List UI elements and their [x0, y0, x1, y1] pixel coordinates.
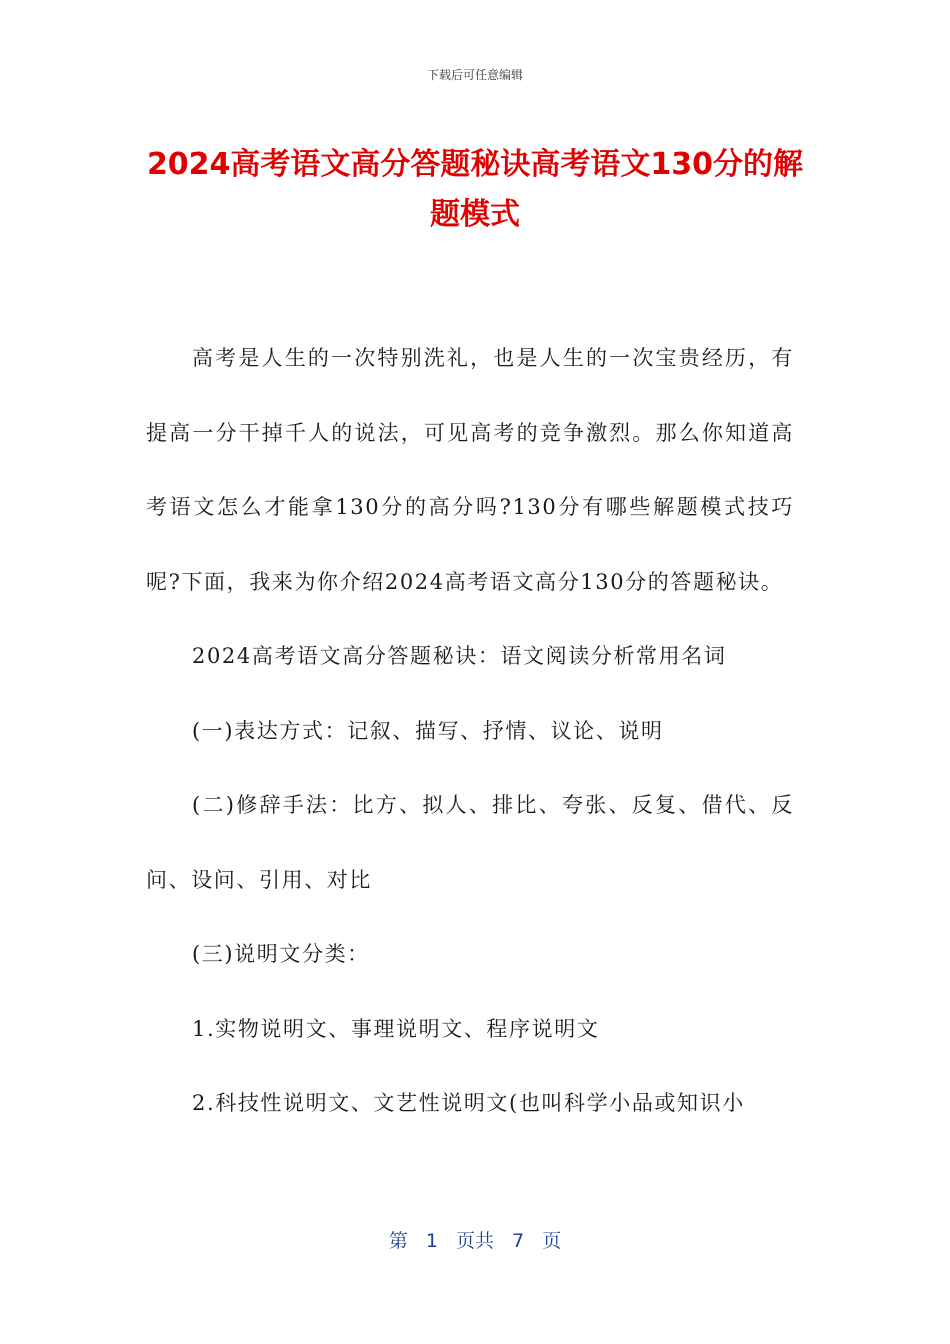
paragraph-section-heading: 2024高考语文高分答题秘诀：语文阅读分析常用名词 — [192, 644, 727, 668]
list-item-1: 1.实物说明文、事理说明文、程序说明文 — [192, 1016, 600, 1041]
document-body — [146, 321, 794, 1141]
page-label-mid: 页共 — [455, 1230, 494, 1252]
page-label-suffix: 页 — [542, 1230, 562, 1252]
paragraph-expository-types: (三)说明文分类： — [192, 942, 370, 966]
list-item-2: 2.科技性说明文、文艺性说明文(也叫科学小品或知识小 — [192, 1091, 745, 1115]
header-note: 下载后可任意编辑 — [426, 68, 523, 82]
paragraph-intro: 高考是人生的一次特别洗礼，也是人生的一次宝贵经历，有提高一分干掉千人的说法，可见高考的竞争激烈。那么你知道高考语文怎么才能拿130分的高分吗?130分有哪些解题模式技巧呢?下面，我来为你介绍2024高考语文高分130分的答题秘诀。 — [146, 346, 794, 594]
current-page-number: 1 — [425, 1230, 438, 1252]
paragraph-expression-methods: (一)表达方式：记叙、描写、抒情、议论、说明 — [192, 718, 664, 743]
paragraph-rhetorical-devices: (二)修辞手法：比方、拟人、排比、夸张、反复、借代、反问、设问、引用、对比 — [146, 793, 794, 892]
document-title: 2024高考语文高分答题秘诀高考语文130分的解题模式 — [146, 147, 804, 232]
page-label-prefix: 第 — [388, 1230, 408, 1252]
page-footer — [0, 1226, 950, 1253]
total-pages-number: 7 — [512, 1230, 525, 1252]
